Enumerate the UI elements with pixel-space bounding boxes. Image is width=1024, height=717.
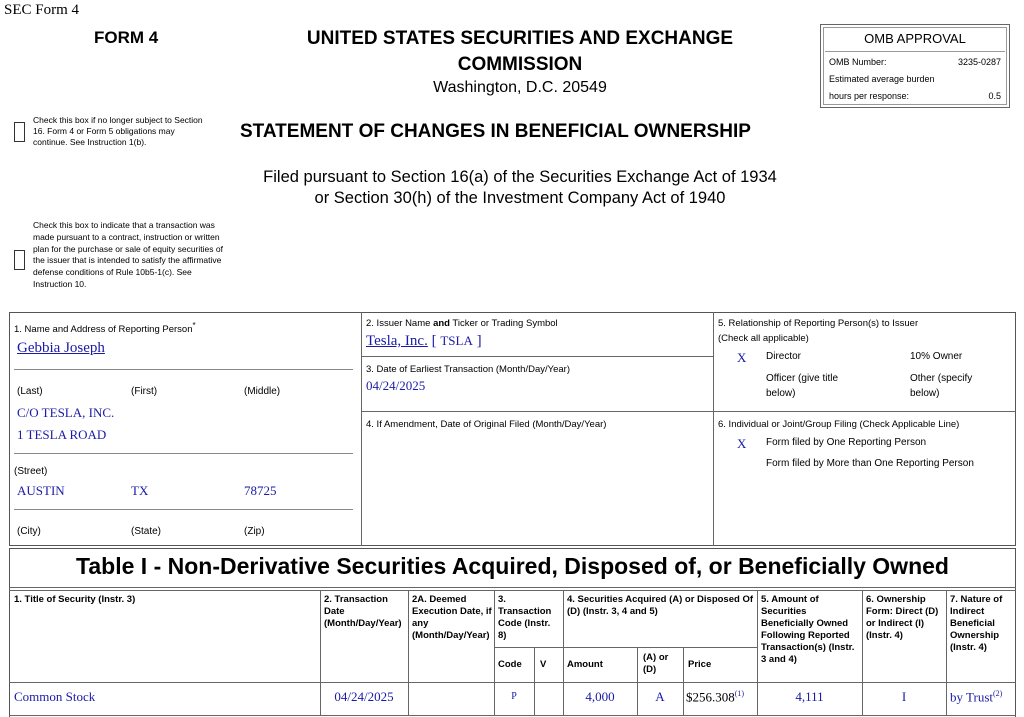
col-deemed-header: 2A. Deemed Execution Date, if any (Month/Day/Year) — [412, 594, 492, 641]
agency-address: Washington, D.C. 20549 — [433, 79, 607, 96]
row-ownership-form: I — [901, 689, 907, 704]
col-nature-header: 7. Nature of Indirect Beneficial Ownership (Instr. 4) — [950, 594, 1003, 653]
sec-form-label: SEC Form 4 — [4, 2, 80, 18]
box5-sub: (Check all applicable) — [718, 333, 809, 344]
subcol-aord-header: (A) or (D) — [643, 652, 669, 675]
ticker-symbol: TSLA — [440, 333, 473, 348]
form-title: FORM 4 — [94, 28, 159, 47]
multi-person-filing-label: Form filed by More than One Reporting Person — [766, 458, 974, 469]
issuer-name-link[interactable]: Tesla, Inc. — [366, 333, 428, 349]
omb-number-value: 3235-0287 — [957, 57, 1001, 67]
box6-label: 6. Individual or Joint/Group Filing (Check Applicable Line) — [718, 419, 960, 430]
row-price: $256.308$^{(1)}$ — [686, 689, 745, 705]
reporting-person-name-link[interactable]: Gebbia Joseph — [17, 340, 105, 356]
one-person-filing-label: Form filed by One Reporting Person — [766, 437, 927, 448]
col-form-header: 6. Ownership Form: Direct (D) or Indirect (I) (Instr. 4) — [866, 594, 939, 641]
row-nature: by Trust$^{(2)}$ — [950, 689, 1003, 705]
filed-pursuant-line1: Filed pursuant to Section 16(a) of the Securities Exchange Act of 1934 — [263, 168, 777, 186]
officer-label: Officer (give title below) — [766, 373, 839, 399]
director-label: Director — [766, 351, 802, 362]
earliest-transaction-date: 04/24/2025 — [366, 378, 426, 393]
subcol-code-header: Code — [498, 659, 522, 670]
row-transaction-date: 04/24/2025 — [334, 689, 394, 704]
subcol-price-header: Price — [688, 659, 712, 670]
omb-hours-label: hours per response: — [829, 91, 910, 101]
rule10b5-checkbox-text: Check this box to indicate that a transaction was made pursuant to a contract, instruction or written plan for the purchase or sale of equity securities of the issuer that is intended to satisfy the affirmative defense conditions of Rule 10b5-1(c). See Instruction 10. — [33, 220, 223, 289]
address-line2: 1 TESLA ROAD — [17, 427, 107, 442]
row-a-or-d: A — [655, 689, 665, 704]
zip-value: 78725 — [244, 483, 277, 498]
statement-title: STATEMENT OF CHANGES IN BENEFICIAL OWNERSHIP — [240, 121, 751, 142]
nature-footnote[interactable]: (2) — [993, 689, 1003, 698]
issuer-line: Tesla, Inc. [ TSLA ] — [366, 333, 482, 349]
box3-label: 3. Date of Earliest Transaction (Month/Day/Year) — [366, 364, 570, 375]
one-person-check-mark: X — [737, 436, 747, 451]
address-line1: C/O TESLA, INC. — [17, 405, 115, 420]
row-owned-amount: 4,111 — [795, 689, 824, 704]
middle-label: (Middle) — [244, 386, 281, 397]
omb-approval-box — [820, 24, 1010, 108]
col-date-header: 2. Transaction Date (Month/Day/Year) — [324, 594, 402, 629]
city-label: (City) — [17, 526, 41, 537]
filed-pursuant-line2: or Section 30(h) of the Investment Company Act of 1940 — [314, 189, 726, 207]
street-label: (Street) — [14, 466, 48, 477]
box1-label: 1. Name and Address of Reporting Person* — [14, 321, 196, 336]
col-code-header: 3. Transaction Code (Instr. 8) — [498, 594, 552, 641]
box5-label: 5. Relationship of Reporting Person(s) to Issuer — [718, 318, 919, 329]
last-label: (Last) — [17, 386, 43, 397]
agency-line2: COMMISSION — [457, 54, 583, 75]
rule10b5-checkbox[interactable] — [14, 250, 25, 270]
subcol-v-header: V — [540, 659, 547, 670]
row-code: P — [511, 691, 517, 702]
col-owned-header: 5. Amount of Securities Beneficially Owned Following Reported Transaction(s) (Instr. 3 and 4) — [761, 594, 855, 665]
subcol-amount-header: Amount — [567, 659, 603, 670]
director-check-mark: X — [737, 350, 747, 365]
row-security-title: Common Stock — [14, 689, 96, 704]
omb-number-label: OMB Number: — [829, 57, 887, 67]
section16-checkbox-text: Check this box if no longer subject to Section 16. Form 4 or Form 5 obligations may continue. See Instruction 1(b). — [33, 115, 203, 147]
state-label: (State) — [131, 526, 162, 537]
ten-percent-owner-label: 10% Owner — [910, 351, 963, 362]
state-value: TX — [131, 483, 149, 498]
box4-label: 4. If Amendment, Date of Original Filed (Month/Day/Year) — [366, 419, 607, 430]
zip-label: (Zip) — [244, 526, 265, 537]
other-label: Other (specify below) — [910, 373, 973, 399]
row-amount: 4,000 — [585, 689, 615, 704]
omb-title: OMB APPROVAL — [864, 31, 966, 46]
table1-title: Table I - Non-Derivative Securities Acquired, Disposed of, or Beneficially Owned — [76, 553, 949, 579]
box2-label: 2. Issuer Name and Ticker or Trading Symbol — [366, 318, 558, 329]
first-label: (First) — [131, 386, 158, 397]
city-value: AUSTIN — [17, 483, 65, 498]
agency-line1: UNITED STATES SECURITIES AND EXCHANGE — [306, 28, 734, 49]
col-title-header: 1. Title of Security (Instr. 3) — [14, 594, 136, 605]
omb-hours-value: 0.5 — [988, 91, 1001, 101]
price-footnote[interactable]: (1) — [734, 689, 745, 698]
col-acquired-header: 4. Securities Acquired (A) or Disposed Of (D) (Instr. 3, 4 and 5) — [567, 594, 753, 617]
omb-burden-label: Estimated average burden — [829, 74, 935, 84]
section16-checkbox[interactable] — [14, 122, 25, 142]
